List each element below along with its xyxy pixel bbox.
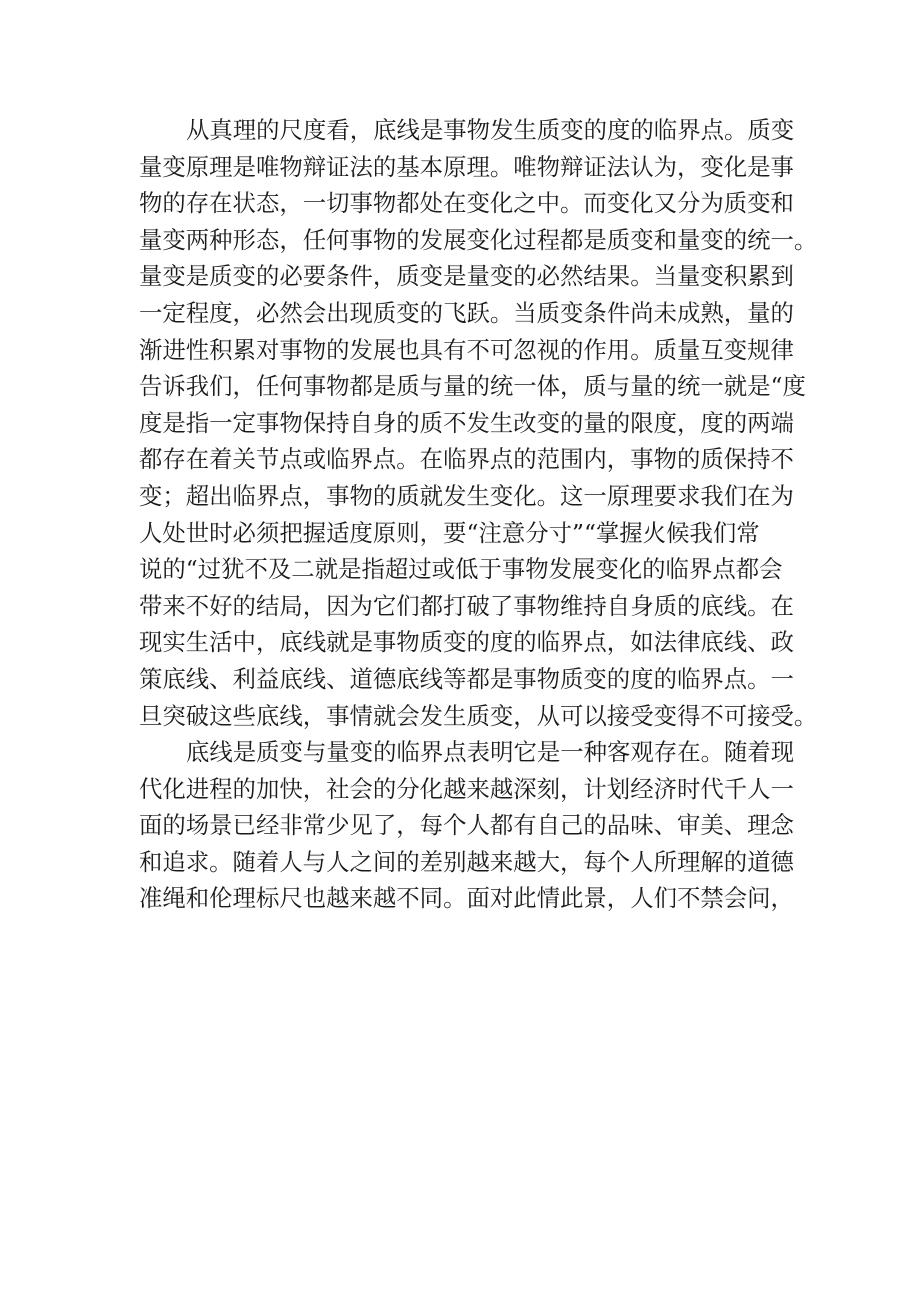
- text-line: 说的“过犹不及二就是指超过或低于事物发展变化的临界点都会: [139, 555, 783, 584]
- text-line: 代化进程的加快，社会的分化越来越深刻，计划经济时代千人一: [139, 774, 794, 803]
- body-text: [139, 112, 818, 917]
- text-line: 都存在着关节点或临界点。在临界点的范围内，事物的质保持不: [139, 445, 794, 474]
- text-line: 一定程度，必然会出现质变的飞跃。当质变条件尚未成熟，量的: [139, 298, 794, 327]
- paragraph-1: [139, 112, 818, 734]
- text-line: 从真理的尺度看，底线是事物发生质变的度的临界点。质变: [186, 116, 795, 144]
- text-line: 策底线、利益底线、道德底线等都是事物质变的度的临界点。一: [139, 664, 794, 693]
- text-line: 量变是质变的必要条件，质变是量变的必然结果。当量变积累到: [139, 262, 794, 291]
- text-line: 物的存在状态，一切事物都处在变化之中。而变化又分为质变和: [139, 189, 794, 218]
- text-line: 人处世时必须把握适度原则，要“注意分寸”“掌握火候我们常: [139, 518, 760, 547]
- text-line: 面的场景已经非常少见了，每个人都有自己的品味、审美、理念: [139, 811, 794, 840]
- text-line: 变；超出临界点，事物的质就发生变化。这一原理要求我们在为: [139, 481, 794, 510]
- text-line: 带来不好的结局，因为它们都打破了事物维持自身质的底线。在: [139, 591, 794, 620]
- text-line: 现实生活中，底线就是事物质变的度的临界点，如法律底线、政: [139, 628, 794, 657]
- text-line: 准绳和伦理标尺也越来越不同。面对此情此景，人们不禁会问，: [139, 884, 794, 913]
- paragraph-2: [139, 734, 804, 917]
- text-line: 量变原理是唯物辩证法的基本原理。唯物辩证法认为，变化是事: [139, 152, 794, 181]
- text-line: 量变两种形态，任何事物的发展变化过程都是质变和量变的统一。: [139, 225, 818, 254]
- text-line: 和追求。随着人与人之间的差别越来越大，每个人所理解的道德: [139, 847, 794, 876]
- text-line: 底线是质变与量变的临界点表明它是一种客观存在。随着现: [186, 738, 795, 767]
- text-line: 渐进性积累对事物的发展也具有不可忽视的作用。质量互变规律: [139, 335, 794, 364]
- text-line: 度是指一定事物保持自身的质不发生改变的量的限度，度的两端: [139, 408, 794, 437]
- text-line: 告诉我们，任何事物都是质与量的统一体，质与量的统一就是“度: [139, 372, 806, 401]
- text-line: 旦突破这些底线，事情就会发生质变，从可以接受变得不可接受。: [139, 701, 818, 730]
